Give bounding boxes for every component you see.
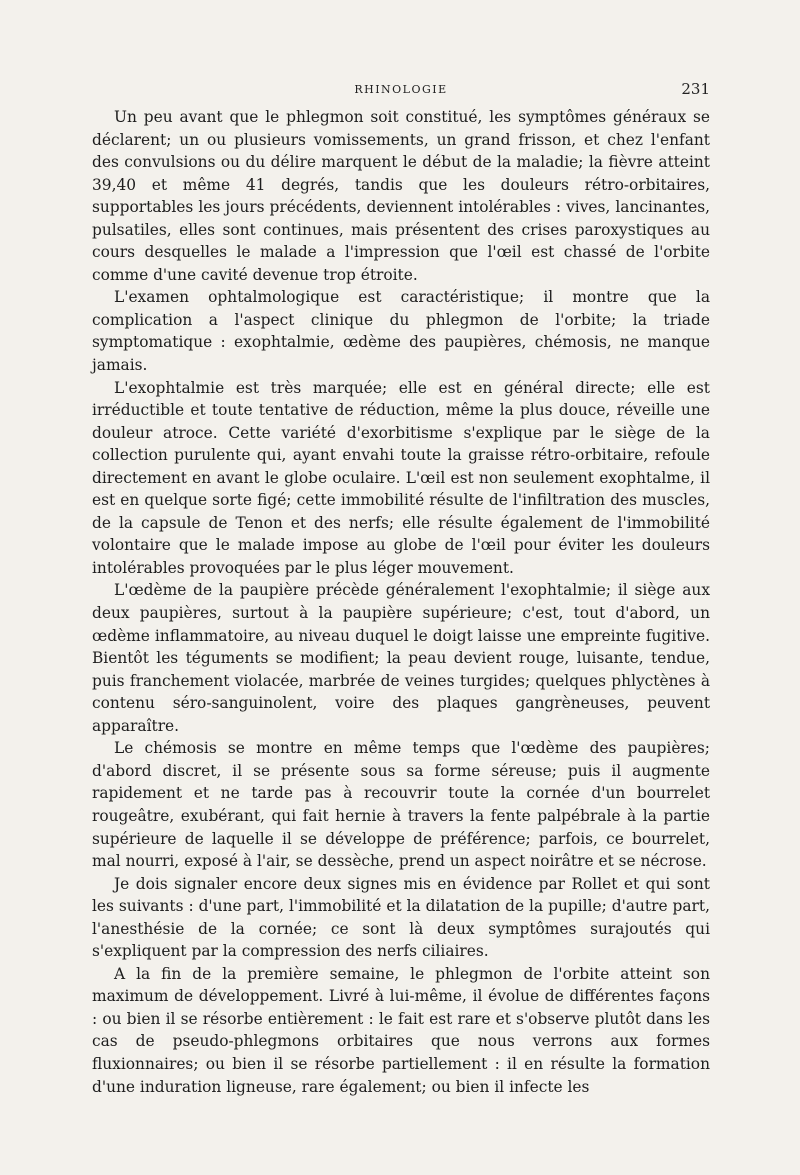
- paragraph-rollet-signs: Je dois signaler encore deux signes mis en évidence par Rollet et qui sont les suivants : d'une part, l'immobilité et la dilatation de la pupille; d'autre part, l'anesthésie de la cornée; ce sont là deux symptômes surajoutés qui s'expliquent par la compression des nerfs ciliaires.: [92, 874, 710, 961]
- running-title: RHINOLOGIE: [354, 83, 448, 96]
- paragraph-chemosis: Le chémosis se montre en même temps que l'œdème des paupières; d'abord discret, il se présente sous sa forme séreuse; puis il augmente rapidement et ne tarde pas à recouvrir toute la cornée d'un bourrelet rougeâtre, exubérant, qui fait hernie à travers la fente palpébrale à la partie supérieure de laquelle il se développe de préférence; parfois, ce bourrelet, mal nourri, exposé à l'air, se dessèche, prend un aspect noirâtre et se nécrose.: [92, 739, 710, 871]
- body-text: [92, 106, 710, 1098]
- paragraph-general-symptoms: Un peu avant que le phlegmon soit constitué, les symptômes généraux se déclarent; un ou plusieurs vomissements, un grand frisson, et chez l'enfant des convulsions ou du délire marquent le début de la maladie; la fièvre atteint 39,40 et même 41 degrés, tandis que les douleurs rétro-orbitaires, supportables les jours précédents, deviennent intolérables : vives, lancinantes, pulsatiles, elles sont continues, mais présentent des crises paroxystiques au cours desquelles le malade a l'impression que l'œil est chassé de l'orbite comme d'une cavité devenue trop étroite.: [92, 108, 710, 284]
- paragraph-ophthalmologic-exam: L'examen ophtalmologique est caractéristique; il montre que la complication a l'aspect clinique du phlegmon de l'orbite; la triade symptomatique : exophtalmie, œdème des paupières, chémosis, ne manque jamais.: [92, 288, 710, 375]
- page-number: 231: [681, 80, 710, 98]
- paragraph-eyelid-edema: L'œdème de la paupière précède généralement l'exophtalmie; il siège aux deux paupières, surtout à la paupière supérieure; c'est, tout d'abord, un œdème inflammatoire, au niveau duquel le doigt laisse une empreinte fugitive. Bientôt les téguments se modifient; la peau devient rouge, luisante, tendue, puis franchement violacée, marbrée de veines turgides; quelques phlyctènes à contenu séro-sanguinolent, voire des plaques gangrèneuses, peuvent apparaître.: [92, 581, 710, 735]
- paragraph-exophthalmia: L'exophtalmie est très marquée; elle est en général directe; elle est irréductible et toute tentative de réduction, même la plus douce, réveille une douleur atroce. Cette variété d'exorbitisme s'explique par le siège de la collection purulente qui, ayant envahi toute la graisse rétro-orbitaire, refoule directement en avant le globe oculaire. L'œil est non seulement exophtalme, il est en quelque sorte figé; cette immobilité résulte de l'infiltration des muscles, de la capsule de Tenon et des nerfs; elle résulte également de l'immobilité volontaire que le malade impose au globe de l'œil pour éviter les douleurs intolérables provoquées par le plus léger mouvement.: [92, 378, 710, 577]
- page-header: [92, 80, 710, 104]
- paragraph-evolution: A la fin de la première semaine, le phlegmon de l'orbite atteint son maximum de développement. Livré à lui-même, il évolue de différentes façons : ou bien il se résorbe entièrement : le fait est rare et s'observe plutôt dans les cas de pseudo-phlegmons orbitaires que nous verrons aux formes fluxionnaires; ou bien il se résorbe partiellement : il en résulte la formation d'une induration ligneuse, rare également; ou bien il infecte les: [92, 964, 710, 1096]
